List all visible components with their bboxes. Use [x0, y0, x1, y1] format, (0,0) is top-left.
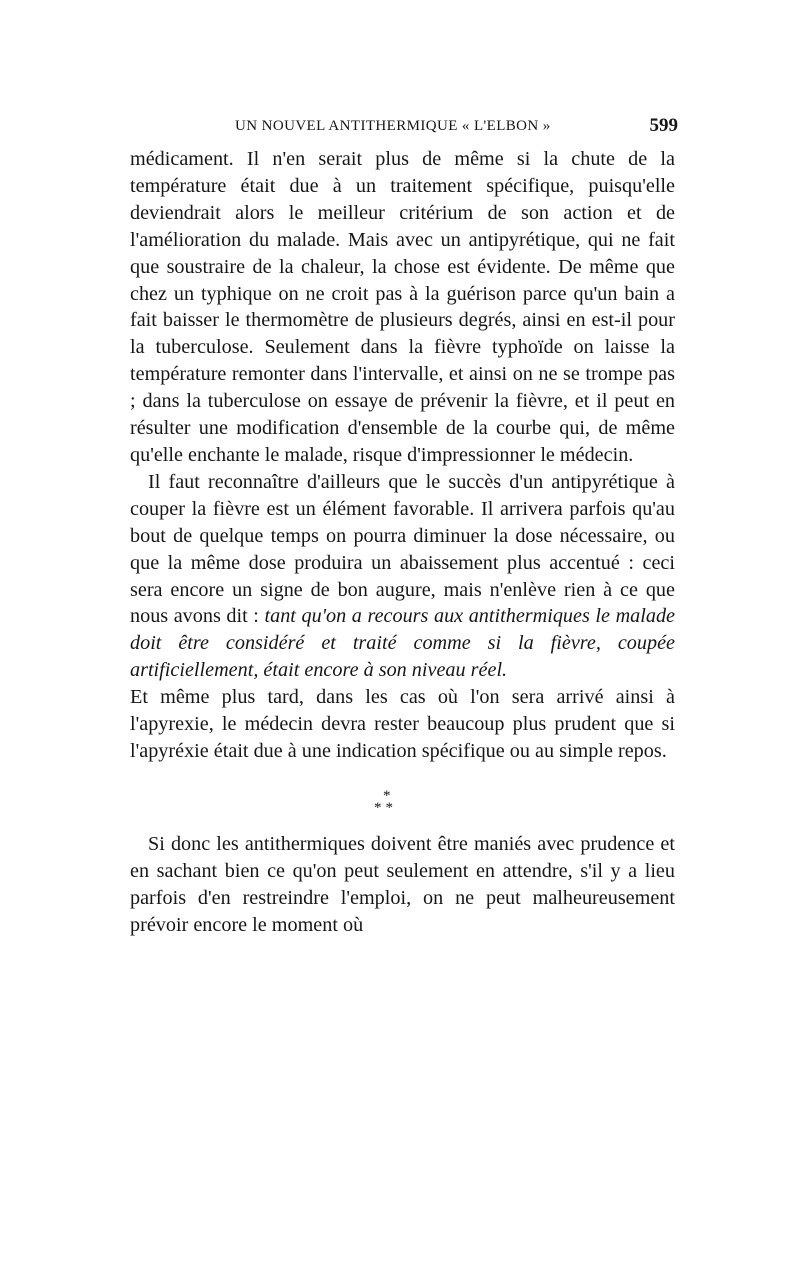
asterism-star-top: *: [383, 787, 391, 804]
body-text: [130, 146, 675, 938]
running-head: [130, 115, 678, 139]
page-number: 599: [649, 115, 678, 136]
paragraph-4: Si donc les antithermiques doivent être maniés avec prudence et en sachant bien ce qu'on peut seulement en attendre, s'il y a lieu parfois d'en restreindre l'emploi, on ne peut malheureusement prévoir encore le moment où: [130, 832, 675, 936]
running-title: UN NOUVEL ANTITHERMIQUE « L'ELBON »: [235, 118, 551, 134]
paragraph-1: médicament. Il n'en serait plus de même si la chute de la température était due à un traitement spécifique, puisqu'elle deviendrait alors le meilleur critérium de son action et de l'amélioration du malade. Mais avec un antipyrétique, qui ne fait que soustraire de la chaleur, la chose est évidente. De même que chez un typhique on ne croit pas à la guérison parce qu'un bain a fait baisser le thermomètre de plusieurs degrés, ainsi en est-il pour la tuberculose. Seulement dans la fièvre typhoïde on laisse la température remonter dans l'intervalle, et ainsi on ne se trompe pas ; dans la tuberculose on essaye de prévenir la fièvre, et il peut en résulter une modification d'ensemble de la courbe qui, de même qu'elle enchante le malade, risque d'impressionner le médecin.: [130, 148, 675, 466]
section-asterism: [130, 765, 675, 821]
asterism-stars-bottom: **: [374, 799, 397, 816]
paragraph-2-italic: tant qu'on a recours aux antithermiques le malade doit être considéré et traité comme si la fièvre, coupée artificiellement, était encore à son niveau réel.: [130, 605, 676, 682]
paragraph-2-roman: Il faut reconnaître d'ailleurs que le succès d'un antipyrétique à couper la fièvre est un élément favorable. Il arrivera parfois qu'au bout de quelque temps on pourra diminuer la dose nécessaire, ou que la même dose produira un abaissement plus accentué : ceci sera encore un signe de bon augure, mais n'enlève rien à ce que nous avons dit :: [130, 470, 675, 628]
paragraph-3: Et même plus tard, dans les cas où l'on sera arrivé ainsi à l'apyrexie, le médecin devra rester beaucoup plus prudent que si l'apyréxie était due à une indication spécifique ou au simple repos.: [130, 686, 675, 762]
paragraph-2: [130, 469, 675, 684]
